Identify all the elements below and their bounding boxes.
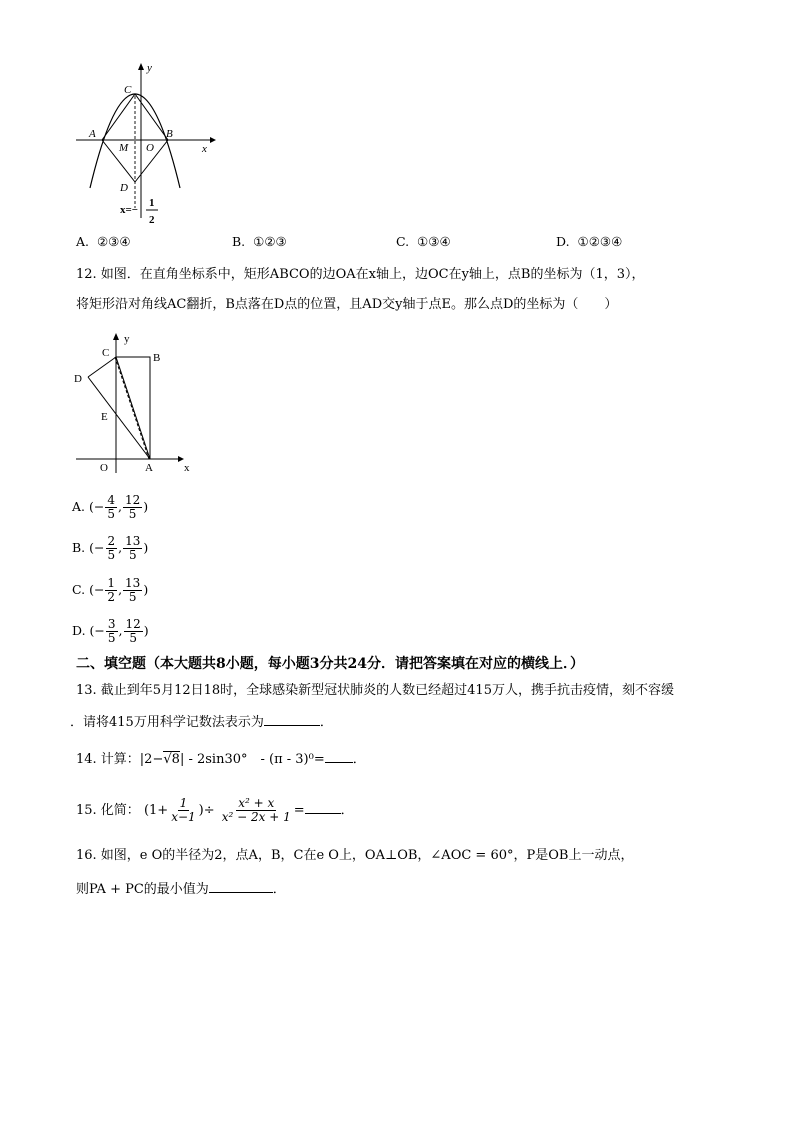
section2-heading: 二、填空题（本大题共8小题，每小题3分共24分．请把答案填在对应的横线上．）: [76, 656, 584, 672]
fig2-label-A: A: [145, 462, 153, 474]
fig1-half-num: 1: [149, 197, 155, 209]
q15-line: 15. 化简： (1+ $\frac{1}{x-1}$ )÷ $\frac{\text{x² + x}}{\text{x² − 2x + 1}}$ = ．: [76, 796, 354, 824]
fig2-label-x: x: [184, 462, 190, 474]
fig1-label-B: B: [166, 128, 173, 140]
fig1-label-A: A: [89, 128, 96, 140]
fig2-label-y: y: [124, 333, 130, 345]
q12-option-d: D. (− $\frac{3}{5}$ , $\frac{12}{5}$ ): [72, 617, 149, 645]
q12-line1: 12. 如图．在直角坐标系中，矩形ABCO的边OA在x轴上，边OC在y轴上，点B的坐标为（1，3），: [76, 267, 645, 282]
fig1-label-x: x: [202, 143, 207, 155]
fig1-label-y: y: [147, 62, 152, 74]
fig2-label-D: D: [74, 373, 82, 385]
q12-option-c: C. (− $\frac{1}{2}$ , $\frac{13}{5}$ ): [72, 576, 149, 604]
q14-answer-blank[interactable]: [325, 748, 353, 763]
q12-option-a: A. (− $\frac{4}{5}$ , $\frac{12}{5}$ ): [72, 493, 149, 521]
fig1-label-D: D: [120, 182, 128, 194]
fig2-label-O: O: [100, 462, 108, 474]
fig1-label-M: M: [119, 142, 129, 154]
q13-line2: ．请将415万用科学记数法表示为 ．: [70, 711, 333, 733]
q12-option-b: B. (− $\frac{2}{5}$ , $\frac{13}{5}$ ): [72, 534, 149, 562]
fig2-label-B: B: [153, 352, 161, 364]
fig2-label-C: C: [102, 347, 110, 359]
q11-option-c: C. ①③④: [396, 234, 451, 249]
q12-line2: 将矩形沿对角线AC翻折，B点落在D点的位置，且AD交y轴于点E。那么点D的坐标为（ ）: [76, 297, 618, 312]
rectangle-fold-figure: [72, 330, 212, 480]
q16-answer-blank[interactable]: [209, 878, 273, 893]
q11-option-b: B. ①②③: [232, 234, 287, 249]
fig1-label-O: O: [146, 142, 154, 154]
fig2-label-E: E: [101, 411, 108, 423]
fig1-half-den: 2: [149, 214, 155, 226]
q15-answer-blank[interactable]: [305, 799, 341, 814]
parabola-figure: [72, 58, 222, 230]
q11-option-d: D. ①②③④: [556, 234, 623, 249]
q11-option-a: A. ②③④: [76, 234, 131, 249]
fig1-label-C: C: [124, 84, 132, 96]
q13-line1: 13. 截止到年5月12日18时，全球感染新型冠状肺炎的人数已经超过415万人，携手抗击疫情，刻不容缓: [76, 683, 674, 698]
q16-line2: 则PA + PC的最小值为 ．: [76, 878, 286, 900]
q14-line: 14. 计算：|2−√8| - 2sin30° - (π - 3)⁰= ．: [76, 748, 366, 770]
q13-answer-blank[interactable]: [264, 711, 320, 726]
q16-line1: 16. 如图，e O的半径为2，点A，B，C在e O上，OA⊥OB，∠AOC = 60°，P是OB上一动点，: [76, 848, 634, 863]
fig1-axis-eq: x=−: [120, 204, 139, 216]
